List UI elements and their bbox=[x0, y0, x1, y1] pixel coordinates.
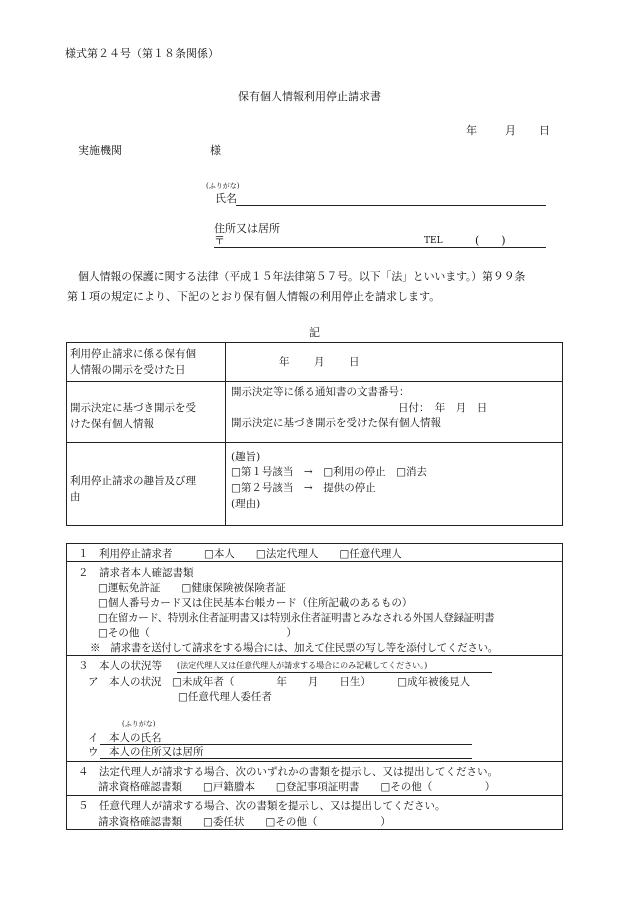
body-line-2: 第１項の規定により、下記のとおり保有個人情報の利用停止を請求します。 bbox=[67, 290, 441, 303]
form-number: 様式第２４号（第１８条関係） bbox=[65, 47, 219, 60]
section2-item-2[interactable]: □個人番号カード又は住民基本台帳カード（住所記載のあるもの） bbox=[98, 597, 413, 609]
table2-divider-3 bbox=[66, 761, 563, 762]
row2-document-number: 開示決定等に係る通知書の文書番号： bbox=[231, 386, 410, 398]
section3-status[interactable]: ア 本人の状況 □未成年者（ 年 月 日生） □成年被後見人 bbox=[88, 676, 471, 688]
ki-label: 記 bbox=[309, 326, 320, 339]
body-line-1: 個人情報の保護に関する法律（平成１５年法律第５７号。以下「法」といいます。）第９９条 bbox=[78, 270, 526, 283]
section5-title: ５ 任意代理人が請求する場合、次の書類を提示し、又は提出してください。 bbox=[78, 800, 446, 812]
applicant-address-label: 住所又は居所 bbox=[214, 222, 280, 235]
tel-label: TEL bbox=[424, 236, 443, 246]
section3-furigana: (ふりがな) bbox=[122, 720, 156, 728]
section3-note-underline bbox=[177, 672, 492, 673]
table2-divider-4 bbox=[66, 795, 563, 796]
row1-label-line1: 利用停止請求に係る保有個 bbox=[70, 348, 196, 360]
date-year: 年 bbox=[466, 124, 477, 137]
section4-documents[interactable]: 請求資格確認書類 □戸籍謄本 □登記事項証明書 □その他（ ） bbox=[98, 781, 496, 793]
postal-mark: 〒 bbox=[214, 234, 225, 247]
section5-documents[interactable]: 請求資格確認書類 □委任状 □その他（ ） bbox=[98, 816, 391, 828]
row3-reason-heading: (理由) bbox=[231, 498, 261, 510]
applicant-name-label: 氏名 bbox=[215, 192, 237, 205]
row1-year: 年 bbox=[279, 356, 290, 368]
section3-principal-address: ウ 本人の住所又は居所 bbox=[88, 746, 204, 758]
section2-note: ※ 請求書を送付して請求をする場合には、加えて住民票の写し等を添付してください。 bbox=[90, 642, 498, 654]
row1-month: 月 bbox=[314, 356, 325, 368]
principal-address-line[interactable] bbox=[100, 758, 472, 759]
row3-label-line2: 由 bbox=[70, 491, 81, 503]
page-title: 保有個人情報利用停止請求書 bbox=[238, 90, 381, 103]
section2-title: ２ 請求者本人確認書類 bbox=[78, 567, 194, 579]
row2-disclosed-info: 開示決定に基づき開示を受けた保有個人情報 bbox=[231, 417, 441, 429]
row3-purpose-heading: (趣旨) bbox=[231, 451, 261, 463]
date-day: 日 bbox=[539, 124, 550, 137]
section2-item-1[interactable]: □運転免許証 □健康保険被保険者証 bbox=[98, 582, 286, 594]
table2-divider-1 bbox=[66, 561, 563, 562]
applicant-furigana: (ふりがな) bbox=[206, 182, 240, 190]
recipient-label: 実施機関 bbox=[78, 144, 122, 157]
row2-label-line1: 開示決定に基づき開示を受 bbox=[70, 402, 196, 414]
row1-label-line2: 人情報の開示を受けた日 bbox=[70, 364, 186, 376]
row1-day: 日 bbox=[349, 356, 360, 368]
row2-entry-line[interactable] bbox=[231, 442, 547, 443]
date-month: 月 bbox=[505, 124, 516, 137]
section2-item-4[interactable]: □その他（ ） bbox=[98, 627, 297, 639]
section3-title: ３ 本人の状況等 bbox=[78, 660, 162, 672]
section1-requester[interactable]: １ 利用停止請求者 □本人 □法定代理人 □任意代理人 bbox=[78, 548, 402, 560]
section3-principal-name: イ 本人の氏名 bbox=[88, 732, 162, 744]
row3-option-1[interactable]: □第１号該当 → □利用の停止 □消去 bbox=[231, 466, 428, 478]
section3-note: (法定代理人又は任意代理人が請求する場合にのみ記載してください。) bbox=[177, 661, 428, 670]
section3-proxy-principal[interactable]: □任意代理人委任者 bbox=[178, 691, 272, 703]
row3-label-line1: 利用停止請求の趣旨及び理 bbox=[70, 475, 196, 487]
row3-option-2[interactable]: □第２号該当 → 提供の停止 bbox=[231, 482, 376, 494]
table2-divider-2 bbox=[66, 655, 563, 656]
section2-item-3[interactable]: □在留カード、特別永住者証明書又は特別永住者証明書とみなされる外国人登録証明書 bbox=[98, 612, 495, 624]
recipient-suffix: 様 bbox=[210, 144, 221, 157]
applicant-name-line[interactable] bbox=[236, 205, 546, 206]
table1-column-divider bbox=[225, 342, 226, 526]
row2-date: 日付： 年 月 日 bbox=[398, 402, 488, 414]
applicant-address-line[interactable] bbox=[214, 247, 546, 248]
table1-row-divider-1 bbox=[66, 381, 563, 382]
row2-label-line2: けた保有個人情報 bbox=[70, 418, 154, 430]
section4-title: ４ 法定代理人が請求する場合、次のいずれかの書類を提示し、又は提出してください。 bbox=[78, 766, 498, 778]
tel-parens: ( ) bbox=[475, 234, 506, 247]
